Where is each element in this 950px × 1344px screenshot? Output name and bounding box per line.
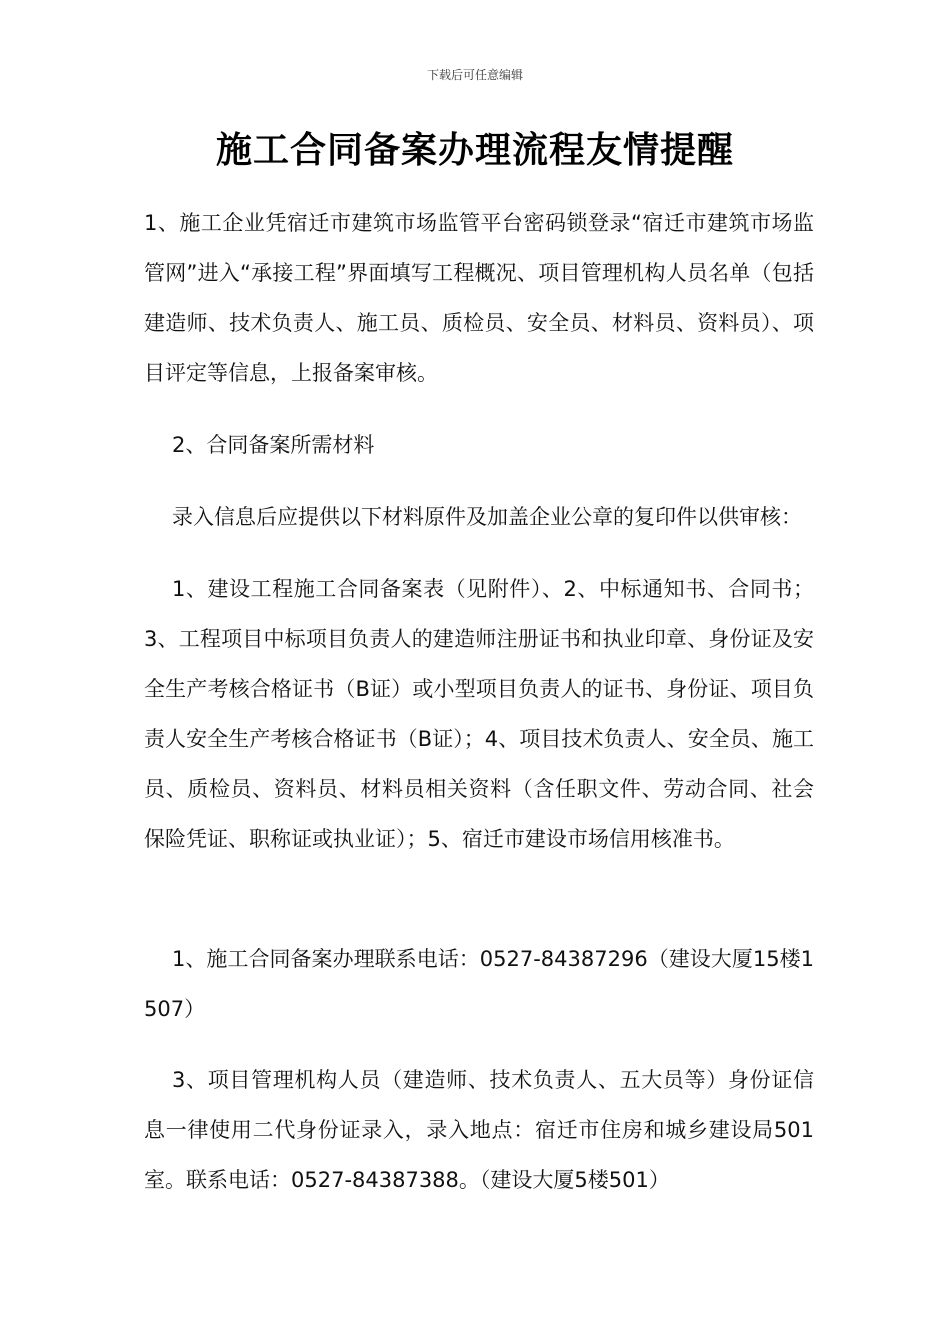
paragraph-materials-list: 1、建设工程施工合同备案表（见附件）、2、中标通知书、合同书；3、工程项目中标项目负责人的建造师注册证书和执业印章、身份证及安全生产考核合格证书（B证）或小型项目负责人的证书、身份证、项目负责人安全生产考核合格证书（B证）；4、项目技术负责人、安全员、施工员、质检员、资料员、材料员相关资料（含任职文件、劳动合同、社会保险凭证、职称证或执业证）；5、宿迁市建设市场信用核准书。 [144, 577, 814, 851]
header-note: 下载后可任意编辑 [426, 68, 523, 82]
paragraph-materials-intro: 录入信息后应提供以下材料原件及加盖企业公章的复印件以供审核： [172, 505, 802, 529]
document-title: 施工合同备案办理流程友情提醒 [215, 129, 734, 171]
paragraph-contact-phone: 1、施工合同备案办理联系电话：0527-84387296（建设大厦15楼1507） [144, 947, 814, 1021]
paragraph-login-steps: 1、施工企业凭宿迁市建筑市场监管平台密码锁登录“宿迁市建筑市场监管网”进入“承接工程”界面填写工程概况、项目管理机构人员名单（包括建造师、技术负责人、施工员、质检员、安全员、材料员、资料员）、项目评定等信息，上报备案审核。 [144, 211, 814, 385]
paragraph-id-entry: 3、项目管理机构人员（建造师、技术负责人、五大员等）身份证信息一律使用二代身份证录入，录入地点：宿迁市住房和城乡建设局501室。联系电话：0527-84387388。（建设大厦5楼501） [144, 1068, 814, 1192]
paragraph-materials-heading: 2、合同备案所需材料 [172, 433, 375, 457]
